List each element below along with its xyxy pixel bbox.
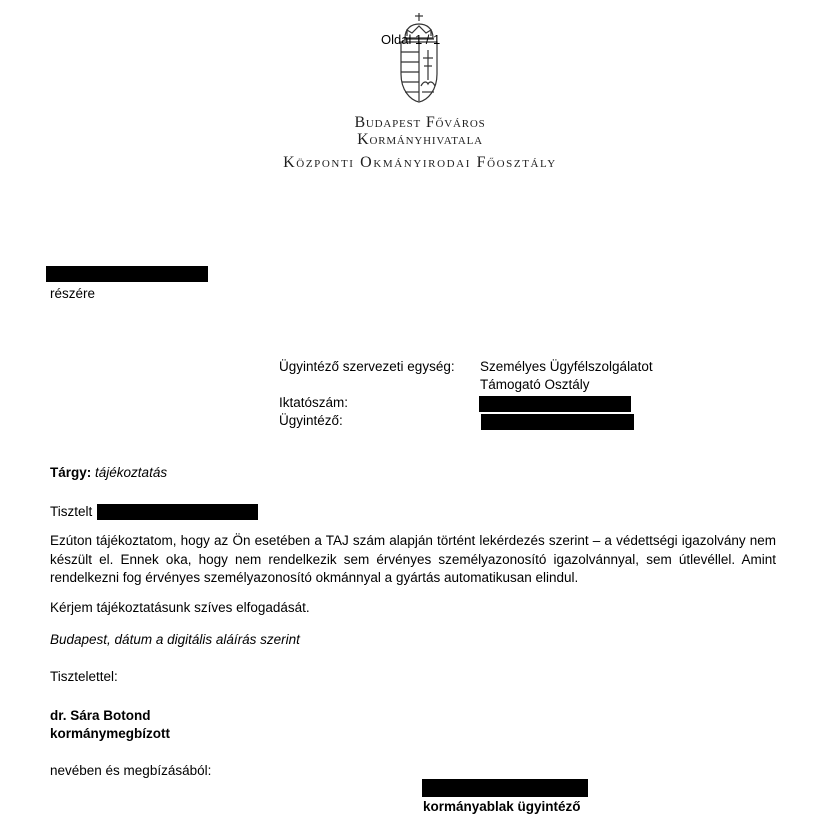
page-counter: Oldal 1 / 1 (381, 32, 441, 47)
org-name-line2: Kormányhivatala (357, 131, 483, 148)
org-department: Központi Okmányirodai Főosztály (283, 154, 557, 171)
recipient-label: részére (50, 286, 96, 301)
recipient-name-redaction (46, 266, 208, 282)
org-name-line1: Budapest Főváros (354, 114, 486, 131)
file-number-label: Iktatószám: (279, 395, 349, 410)
body-paragraph-2: Kérjem tájékoztatásunk szíves elfogadását. (50, 600, 310, 615)
place-and-date: Budapest, dátum a digitális aláírás szerint (50, 632, 300, 647)
subject-value: tájékoztatás (95, 465, 168, 480)
body-paragraph-1: Ezúton tájékoztatom, hogy az Ön esetében a TAJ szám alapján történt lekérdezés szerint – a védettségi igazolvány nem készült el. Ennek oka, hogy nem rendelkezik sem érvényes személyazonosító igazolvánnyal, sem útlevéllel. Amint rendelkezni fog érvényes személyazonosító okmánnyal a gyártás automatikusan elindul. (50, 533, 776, 585)
signer-name: dr. Sára Botond (50, 708, 151, 723)
unit-value-line1: Személyes Ügyfélszolgálatot (480, 359, 653, 374)
file-number-redaction (479, 396, 631, 412)
on-behalf-text: nevében és megbízásából: (50, 763, 212, 778)
salutation: Tisztelt (50, 504, 93, 519)
agent-title: kormányablak ügyintéző (423, 799, 581, 814)
signer-title: kormánymegbízott (50, 726, 171, 741)
subject-line (50, 464, 167, 482)
unit-label: Ügyintéző szervezeti egység: (279, 359, 455, 374)
clerk-label: Ügyintéző: (279, 413, 343, 428)
closing-greeting: Tisztelettel: (50, 669, 118, 684)
agent-name-redaction (422, 779, 588, 797)
unit-value-line2: Támogató Osztály (480, 377, 590, 392)
coat-of-arms-icon (396, 12, 442, 104)
addressee-redaction (97, 504, 258, 520)
subject-label: Tárgy: (50, 465, 92, 480)
clerk-name-redaction (481, 414, 634, 430)
